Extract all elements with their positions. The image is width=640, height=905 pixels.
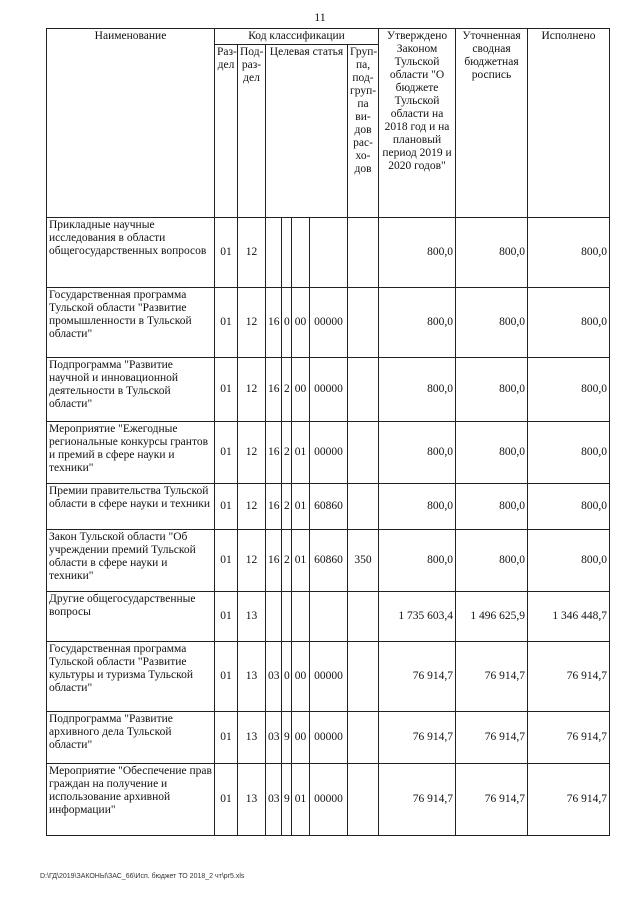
- row-podrazdel: 12: [238, 422, 266, 484]
- row-target-2: 2: [282, 358, 292, 422]
- row-podrazdel: 13: [238, 642, 266, 712]
- page-number: 11: [314, 10, 326, 24]
- budget-table: [46, 28, 610, 836]
- row-executed: 76 914,7: [528, 764, 610, 836]
- table-row: [47, 592, 610, 642]
- row-refined: 800,0: [456, 288, 528, 358]
- row-target-4: [310, 218, 348, 288]
- row-executed: 76 914,7: [528, 642, 610, 712]
- header-podrazdel: Под-раз-дел: [238, 45, 266, 218]
- row-group: [348, 712, 379, 764]
- row-approved: 800,0: [379, 484, 456, 530]
- row-approved: 800,0: [379, 288, 456, 358]
- row-refined: 800,0: [456, 484, 528, 530]
- row-target-3: 00: [292, 288, 310, 358]
- row-refined: 76 914,7: [456, 764, 528, 836]
- row-target-1: 16: [266, 358, 282, 422]
- row-target-2: 9: [282, 764, 292, 836]
- row-podrazdel: 12: [238, 288, 266, 358]
- row-target-2: 0: [282, 642, 292, 712]
- row-target-1: 16: [266, 530, 282, 592]
- header-executed: Исполнено: [528, 29, 610, 218]
- row-group: [348, 592, 379, 642]
- row-approved: 76 914,7: [379, 642, 456, 712]
- table-row: [47, 642, 610, 712]
- row-executed: 1 346 448,7: [528, 592, 610, 642]
- row-group: [348, 642, 379, 712]
- row-group: 350: [348, 530, 379, 592]
- row-target-3: 01: [292, 422, 310, 484]
- header-name: Наименование: [47, 29, 215, 218]
- row-executed: 76 914,7: [528, 712, 610, 764]
- table-row: [47, 218, 610, 288]
- row-approved: 76 914,7: [379, 764, 456, 836]
- row-target-4: 00000: [310, 358, 348, 422]
- row-approved: 800,0: [379, 530, 456, 592]
- row-razdel: 01: [215, 712, 238, 764]
- row-target-2: 2: [282, 530, 292, 592]
- header-group: Груп-па, под-груп-па ви-дов рас-хо-дов: [348, 45, 379, 218]
- row-target-4: 00000: [310, 712, 348, 764]
- row-group: [348, 484, 379, 530]
- row-name: Другие общегосударственные вопросы: [47, 592, 215, 642]
- row-name: Подпрограмма "Развитие архивного дела Тульской области": [47, 712, 215, 764]
- row-target-2: [282, 218, 292, 288]
- row-executed: 800,0: [528, 530, 610, 592]
- row-approved: 1 735 603,4: [379, 592, 456, 642]
- row-target-3: 01: [292, 764, 310, 836]
- row-refined: 800,0: [456, 530, 528, 592]
- row-executed: 800,0: [528, 218, 610, 288]
- row-target-4: 00000: [310, 764, 348, 836]
- row-group: [348, 288, 379, 358]
- row-refined: 1 496 625,9: [456, 592, 528, 642]
- row-target-2: 9: [282, 712, 292, 764]
- row-target-4: 00000: [310, 642, 348, 712]
- row-podrazdel: 12: [238, 484, 266, 530]
- table-row: [47, 288, 610, 358]
- row-target-1: 16: [266, 288, 282, 358]
- row-target-3: 01: [292, 530, 310, 592]
- row-group: [348, 764, 379, 836]
- row-razdel: 01: [215, 530, 238, 592]
- row-target-1: 03: [266, 764, 282, 836]
- table-row: [47, 764, 610, 836]
- row-target-4: 60860: [310, 530, 348, 592]
- row-approved: 800,0: [379, 218, 456, 288]
- row-refined: 800,0: [456, 358, 528, 422]
- row-target-2: 2: [282, 422, 292, 484]
- row-target-4: [310, 592, 348, 642]
- row-name: Мероприятие "Обеспечение прав граждан на получение и использование архивной информации": [47, 764, 215, 836]
- row-target-2: [282, 592, 292, 642]
- header-target: Целевая статья: [266, 45, 348, 218]
- row-razdel: 01: [215, 422, 238, 484]
- row-podrazdel: 12: [238, 358, 266, 422]
- row-target-3: [292, 592, 310, 642]
- row-approved: 800,0: [379, 358, 456, 422]
- row-podrazdel: 12: [238, 218, 266, 288]
- row-group: [348, 422, 379, 484]
- row-target-3: 00: [292, 358, 310, 422]
- row-name: Государственная программа Тульской области "Развитие культуры и туризма Тульской области": [47, 642, 215, 712]
- row-target-3: 00: [292, 642, 310, 712]
- row-executed: 800,0: [528, 358, 610, 422]
- row-refined: 800,0: [456, 422, 528, 484]
- row-target-3: 01: [292, 484, 310, 530]
- row-podrazdel: 13: [238, 764, 266, 836]
- row-target-4: 00000: [310, 422, 348, 484]
- row-name: Закон Тульской области "Об учреждении премий Тульской области в сфере науки и техники": [47, 530, 215, 592]
- row-razdel: 01: [215, 592, 238, 642]
- row-approved: 800,0: [379, 422, 456, 484]
- row-podrazdel: 13: [238, 592, 266, 642]
- row-target-2: 2: [282, 484, 292, 530]
- row-target-2: 0: [282, 288, 292, 358]
- row-razdel: 01: [215, 764, 238, 836]
- row-refined: 76 914,7: [456, 712, 528, 764]
- row-executed: 800,0: [528, 288, 610, 358]
- table-row: [47, 358, 610, 422]
- row-target-1: 03: [266, 642, 282, 712]
- row-executed: 800,0: [528, 422, 610, 484]
- row-target-1: 16: [266, 484, 282, 530]
- row-razdel: 01: [215, 358, 238, 422]
- row-target-3: [292, 218, 310, 288]
- row-podrazdel: 12: [238, 530, 266, 592]
- file-path-footer: D:\ГД\2019\ЗАКОНЫ\ЗАС_66\Исп. бюджет ТО 2018_2 чт\pr5.xls: [40, 873, 245, 880]
- row-group: [348, 218, 379, 288]
- row-target-4: 60860: [310, 484, 348, 530]
- row-razdel: 01: [215, 642, 238, 712]
- row-executed: 800,0: [528, 484, 610, 530]
- row-refined: 800,0: [456, 218, 528, 288]
- row-group: [348, 358, 379, 422]
- row-target-3: 00: [292, 712, 310, 764]
- row-target-4: 00000: [310, 288, 348, 358]
- row-target-1: [266, 218, 282, 288]
- row-name: Мероприятие "Ежегодные региональные конкурсы грантов и премий в сфере науки и техники": [47, 422, 215, 484]
- table-row: [47, 484, 610, 530]
- row-razdel: 01: [215, 288, 238, 358]
- row-target-1: 03: [266, 712, 282, 764]
- row-podrazdel: 13: [238, 712, 266, 764]
- row-target-1: [266, 592, 282, 642]
- row-approved: 76 914,7: [379, 712, 456, 764]
- header-row-1: [47, 29, 610, 45]
- row-refined: 76 914,7: [456, 642, 528, 712]
- row-razdel: 01: [215, 484, 238, 530]
- header-approved: Утверждено Законом Тульской области "О бюджете Тульской области на 2018 год и на плановый период 2019 и 2020 годов": [379, 29, 456, 218]
- row-name: Премии правительства Тульской области в сфере науки и техники: [47, 484, 215, 530]
- table-row: [47, 422, 610, 484]
- row-name: Государственная программа Тульской области "Развитие промышленности в Тульской области": [47, 288, 215, 358]
- row-name: Подпрограмма "Развитие научной и инновационной деятельности в Тульской области": [47, 358, 215, 422]
- row-razdel: 01: [215, 218, 238, 288]
- header-refined: Уточненная сводная бюджетная роспись: [456, 29, 528, 218]
- header-razdel: Раз-дел: [215, 45, 238, 218]
- row-name: Прикладные научные исследования в области общегосударственных вопросов: [47, 218, 215, 288]
- table-row: [47, 530, 610, 592]
- header-classification: Код классификации: [215, 29, 379, 45]
- row-target-1: 16: [266, 422, 282, 484]
- table-row: [47, 712, 610, 764]
